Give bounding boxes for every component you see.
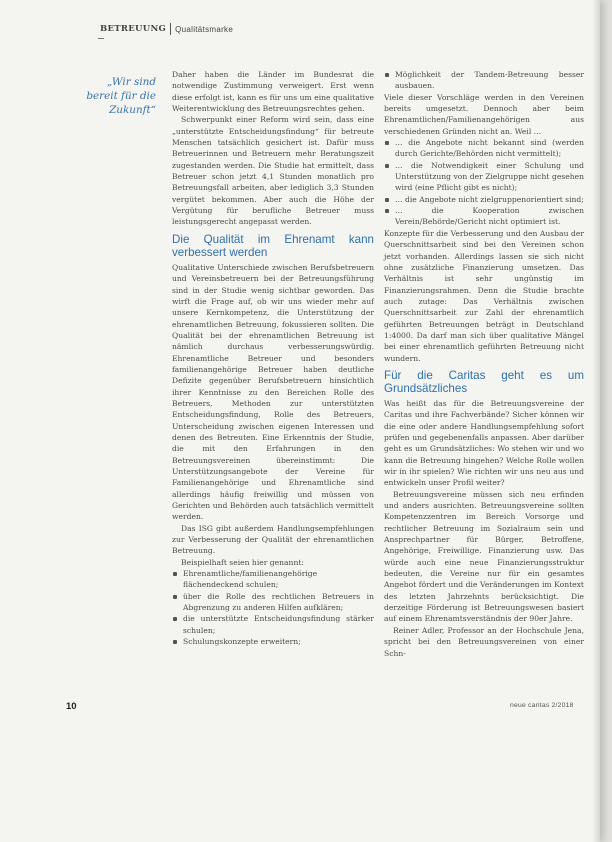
paragraph: Betreuungsvereine müssen sich neu erfinden und anders ausrichten. Betreuungsvereine sollten Kompetenzzentren im Bereich Vorsorge und rechtlicher Betreuung im Sozialraum sein und Ansprechpartner für Bürger, Betroffene, Angehörige, Freiwillige. Finanzierung usw. Das würde auch eine neue Finanzierungsstruktur bedeuten, die Vereine nur für ein gesamtes Angebot fördert und die Veränderungen im Kontext des letzten Jahrzehnts berücksichtigt. Die derzeitige Förderung ist Betreuungswesen basiert auf einem Ehrenamtsverständnis der 90er Jahre.: [384, 489, 584, 624]
section-heading: Die Qualität im Ehrenamt kann verbessert werden: [172, 232, 374, 259]
paragraph: Konzepte für die Verbesserung und den Ausbau der Querschnittsarbeit sind bei den Vereinen schon jetzt vorhanden. Allerdings lassen sie sich nicht ohne zusätzliche Finanzierung umsetzen. Das Verhältnis ist sehr ungünstig im Finanzierungsrahmen. Denn die Studie brachte auch zutage: Das Verhältnis zwischen Querschnittsarbeit zur Zahl der ehrenamtlich geführten Betreuungen beträgt in Deutschland 1:4000. Da darf man sich über qualitative Mängel bei einer ehrenamtlich geführten Betreuung nicht wundern.: [384, 228, 584, 363]
list-item: … die Angebote nicht bekannt sind (werden durch Gerichte/Behörden nicht vermittelt);: [384, 137, 584, 160]
paragraph: Viele dieser Vorschläge werden in den Vereinen bereits umgesetzt. Dennoch aber beim Ehrenamtlichen/Familienangehörigen aus verschiedenen Gründen nicht an. Weil …: [384, 92, 584, 136]
header-section: BETREUUNG: [100, 24, 167, 34]
text-column-right: [384, 69, 584, 659]
list-item: … die Notwendigkeit einer Schulung und Unterstützung von der Zielgruppe nicht gesehen wird (eine Pflicht gibt es nicht);: [384, 160, 584, 194]
header-rule: [98, 38, 104, 39]
bullet-list: [384, 137, 584, 228]
page-number: 10: [66, 701, 77, 712]
text-column-left: [172, 69, 374, 648]
bullet-list: [384, 69, 584, 92]
paragraph: Beispielhaft seien hier genannt:: [181, 557, 304, 567]
list-item: die unterstützte Entscheidungsfindung stärker schulen;: [172, 613, 374, 636]
header-subsection: Qualitätsmarke: [175, 24, 234, 34]
page-edge-shadow: [592, 0, 600, 842]
paragraph: Was heißt das für die Betreuungsvereine der Caritas und ihre Fachverbände? Sicher können wir die eine oder andere Handlungsempfehlung sofort prüfen und gegebenenfalls anpassen. Aber darüber geht es um Grundsätzliches: Wo stehen wir und wo kann die Betreuung hingehen? Welche Rolle wollen wir in ihr spielen? Wie richten wir uns neu aus und entwickeln unser Profil weiter?: [384, 398, 584, 488]
list-item: Schulungskonzepte erweitern;: [172, 636, 374, 647]
list-item: über die Rolle des rechtlichen Betreuers in Abgrenzung zu anderen Hilfen aufklären;: [172, 591, 374, 614]
list-item: Ehrenamtliche/familienangehörige flächendeckend schulen;: [172, 568, 374, 591]
header-separator: [170, 23, 171, 35]
list-item: Möglichkeit der Tandem-Betreuung besser ausbauen.: [384, 69, 584, 92]
paragraph: Schwerpunkt einer Reform wird sein, dass eine „unterstützte Entscheidungsfindung“ für betreute Menschen tatsächlich gesichert ist. Dafür muss Betreuerinnen und Betreuern mehr Beratungszeit zugestanden werden. Die Studie hat ermittelt, dass Betreuer schon jetzt 4,1 Stunden monatlich pro Betreuungsfall arbeiten, aber lediglich 3,3 Stunden vergütet bekommen. Aber auch die Höhe der Vergütung für berufliche Betreuer muss leistungsgerecht angepasst werden.: [172, 115, 374, 227]
paragraph: Daher haben die Länder im Bundesrat die notwendige Zustimmung verweigert. Erst wenn diese erfolgt ist, kann es für uns um eine qualitative Weiterentwicklung des Betreuungsrechtes gehen.: [172, 70, 374, 114]
paragraph: Reiner Adler, Professor an der Hochschule Jena, spricht bei den Betreuungsvereinen von einer Schn-: [384, 625, 584, 658]
bullet-list: [172, 568, 374, 647]
pull-quote: „Wir sind bereit für die Zukunft“: [86, 76, 156, 116]
section-heading: Für die Caritas geht es um Grundsätzliches: [384, 368, 584, 395]
paragraph: Qualitative Unterschiede zwischen Berufsbetreuern und Vereinsbetreuern bei der Betreuungsführung sind in der Studie wenig sichtbar geworden. Das wirft die Frage auf, ob wir uns wieder mehr auf unsere Kernkompetenz, die Unterstützung der ehrenamtlichen Betreuung, fokussieren sollten. Die Qualität bei der ehrenamtlichen Betreuung ist nämlich durchaus verbesserungswürdig. Ehrenamtliche Betreuer und besonders familienangehörige Betreuer haben deutliche Defizite gegenüber Berufsbetreuern hinsichtlich ihrer Kenntnisse zu den Bereichen Rolle des Betreuers, Methoden zur unterstützten Entscheidungsfindung, Rolle des Betreuers, Unterscheidung zwischen eigenen Interessen und denen des Betreuten. Eine Erkenntnis der Studie, die mit den Erfahrungen in den Betreuungsvereinen übereinstimmt: Die Unterstützungsangebote der Vereine für Familienangehörige und Ehrenamtliche sind allerdings häufig freiwillig und müssen von Gerichten und Behörden auch tatsächlich vermittelt werden.: [172, 262, 374, 522]
page-header: [100, 22, 233, 36]
paragraph: Das ISG gibt außerdem Handlungsempfehlungen zur Verbesserung der Qualität der ehrenamtlichen Betreuung.: [172, 523, 374, 556]
list-item: … die Kooperation zwischen Verein/Behörde/Gericht nicht optimiert ist.: [384, 205, 584, 228]
list-item: … die Angebote nicht zielgruppenorientiert sind;: [384, 194, 584, 205]
publication-name: neue caritas 2/2018: [510, 702, 574, 709]
